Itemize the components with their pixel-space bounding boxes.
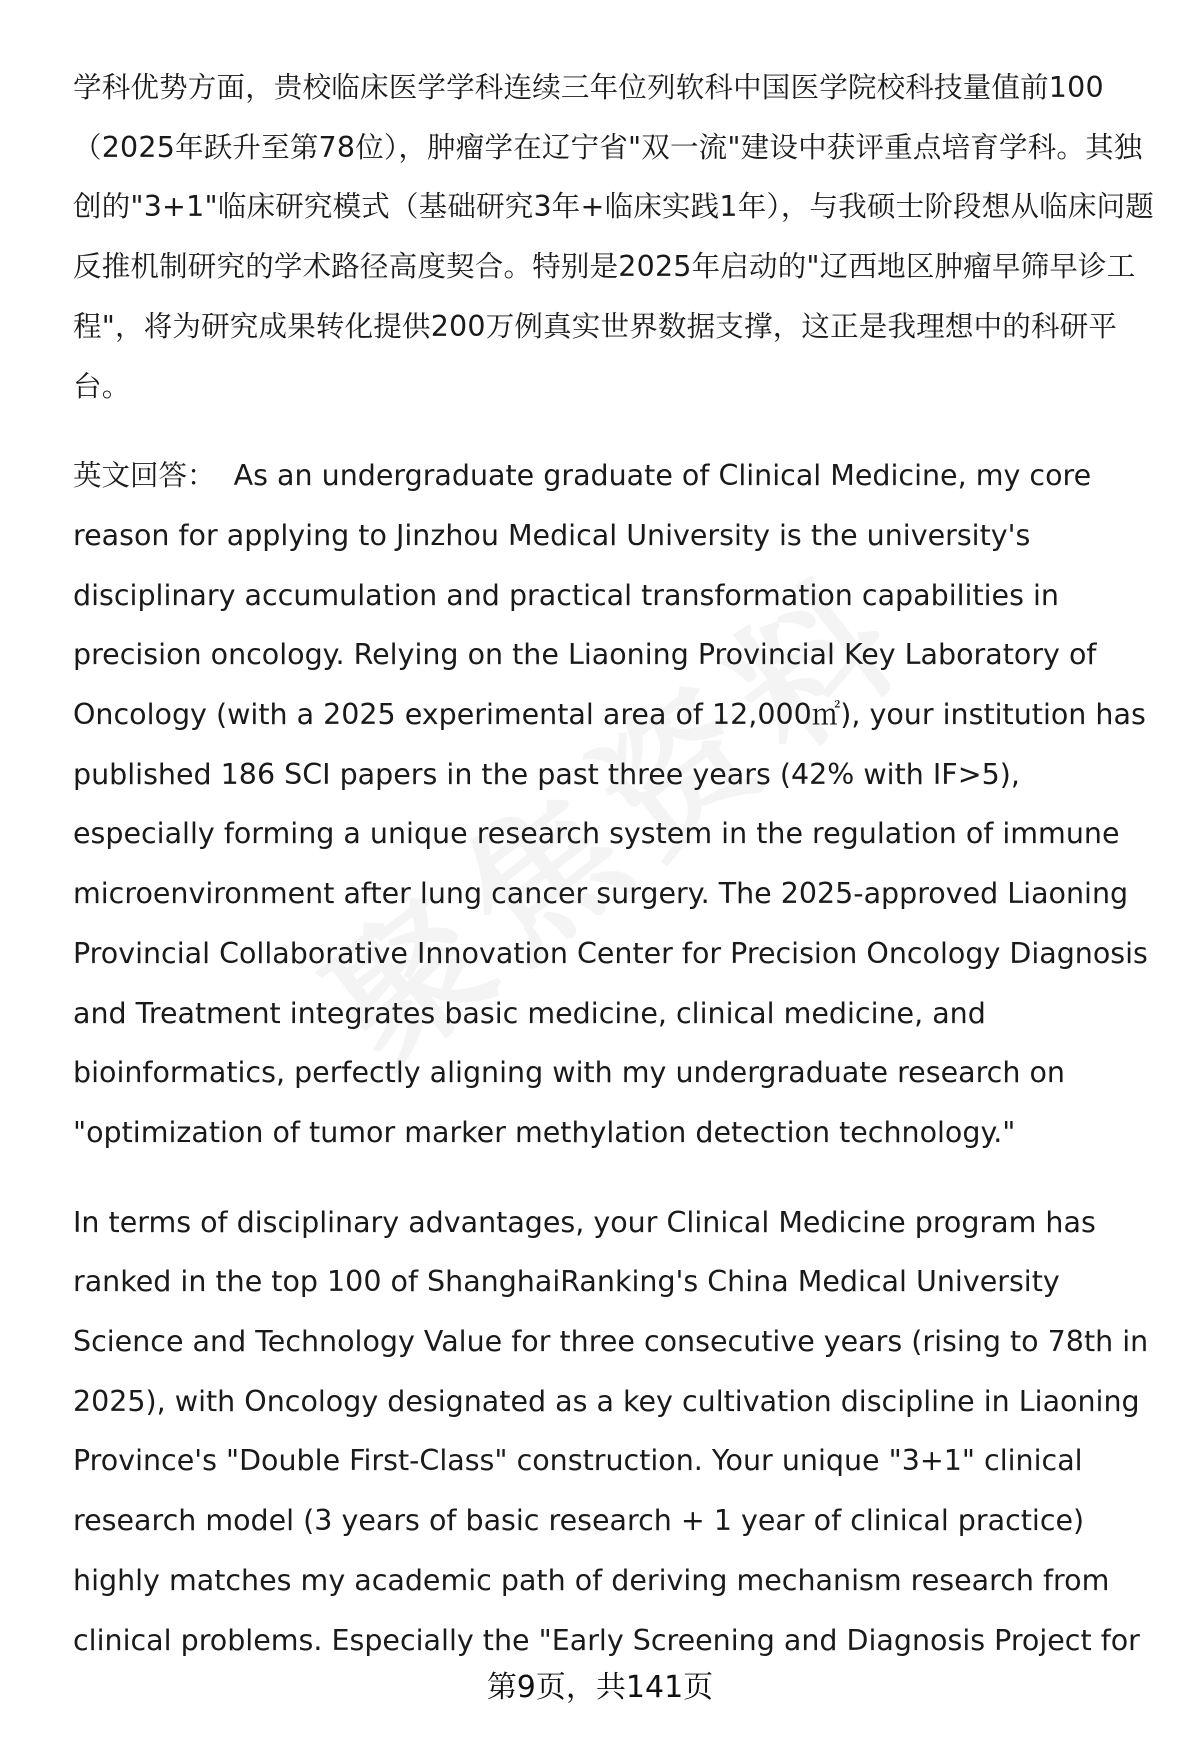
page-number-footer: 第9页，共141页 (486, 1670, 714, 1705)
paragraph-spacer (73, 416, 1158, 446)
answer-label: 英文回答： (73, 459, 216, 493)
english-answer-paragraph-2: In terms of disciplinary advantages, your Clinical Medicine program has ranked in the top 100 of ShanghaiRanking's China Medical University Science and Technology Value for three consecutive years (rising to 78th in 2025), with Oncology designated as a key cultivation discipline in Liaoning Province's "Double First-Class" construction. Your unique "3+1" clinical research model (3 years of basic research + 1 year of clinical practice) highly matches my academic path of deriving mechanism research from clinical problems. Especially the "Early Screening and Diagnosis Project for (73, 1205, 1149, 1657)
page-body (73, 58, 1158, 1670)
english-answer-paragraph-1 (73, 446, 1158, 1162)
chinese-paragraph: 学科优势方面，贵校临床医学学科连续三年位列软科中国医学院校科技量值前100（2025年跃升至第78位），肿瘤学在辽宁省"双一流"建设中获评重点培育学科。其独创的"3+1"临床研究模式（基础研究3年+临床实践1年），与我硕士阶段想从临床问题反推机制研究的学术路径高度契合。特别是2025年启动的"辽西地区肿瘤早筛早诊工程"，将为研究成果转化提供200万例真实世界数据支撑，这正是我理想中的科研平台。 (73, 71, 1154, 403)
english-answer-text-1: As an undergraduate graduate of Clinical Medicine, my core reason for applying to Jinzhou Medical University is the university's disciplinary accumulation and practical transformation capabilities in precision oncology. Relying on the Liaoning Provincial Key Laboratory of Oncology (with a 2025 experimental area of 12,000㎡), your institution has published 186 SCI papers in the past three years (42% with IF>5), especially forming a unique research system in the regulation of immune microenvironment after lung cancer surgery. The 2025-approved Liaoning Provincial Collaborative Innovation Center for Precision Oncology Diagnosis and Treatment integrates basic medicine, clinical medicine, and bioinformatics, perfectly aligning with my undergraduate research on "optimization of tumor marker methylation detection technology." (73, 459, 1148, 1149)
paragraph-spacer (73, 1163, 1158, 1193)
